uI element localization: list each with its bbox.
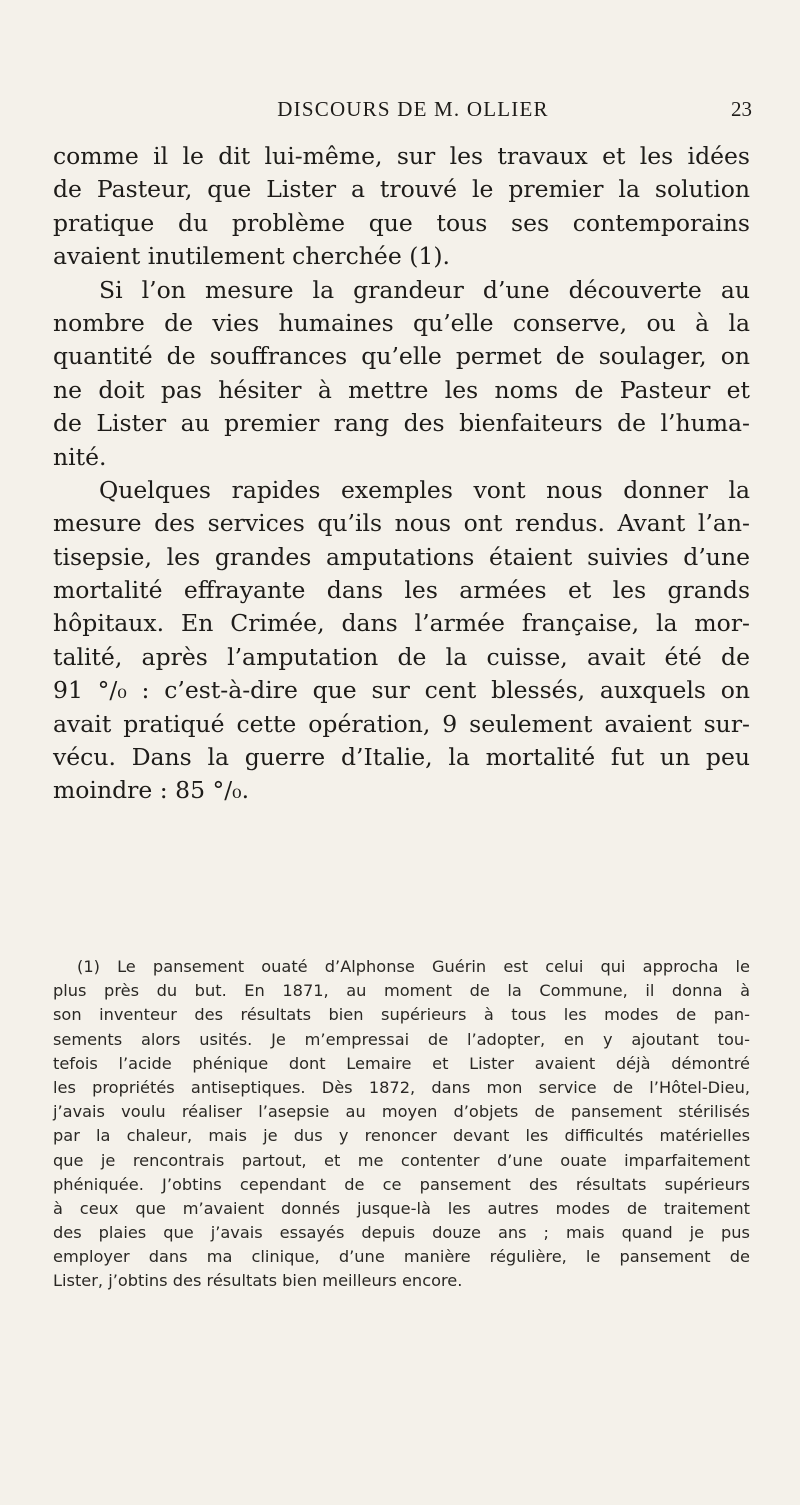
footnote-line: les propriétés antiseptiques. Dès 1872, dans mon service de l’Hôtel-Dieu, [53, 1077, 750, 1097]
footnote-line: phéniquée. J’obtins cependant de ce pansement des résultats supérieurs [53, 1174, 750, 1194]
footnote-line: (1) Le pansement ouaté d’Alphonse Guérin est celui qui approcha le [77, 957, 750, 976]
footnote-line: des plaies que j’avais essayés depuis douze ans ; mais quand je pus [53, 1223, 750, 1243]
footnote-line: que je rencontrais partout, et me contenter d’une ouate imparfaitement [53, 1150, 750, 1170]
text-line: talité, après l’amputation de la cuisse, avait été de [53, 642, 750, 671]
page-number: 23 [731, 97, 752, 121]
text-line: mesure des services qu’ils nous ont rendus. Avant l’an- [53, 509, 750, 538]
text-line: de Lister au premier rang des bienfaiteurs de l’huma- [53, 409, 750, 438]
text-line: quantité de souffrances qu’elle permet de soulager, on [53, 342, 750, 371]
text-line: pratique du problème que tous ses contemporains [53, 208, 750, 237]
text-line: vécu. Dans la guerre d’Italie, la mortalité fut un peu [53, 743, 750, 772]
text-line: comme il le dit lui-même, sur les travaux et les idées [53, 142, 750, 170]
text-line: 91 °/₀ : c’est-à-dire que sur cent blessés, auxquels on [53, 676, 750, 705]
text-line: Quelques rapides exemples vont nous donner la [99, 475, 750, 504]
main-text [53, 140, 750, 808]
footnote-line: Lister, j’obtins des résultats bien meilleurs encore. [53, 1271, 463, 1291]
text-line: mortalité effrayante dans les armées et les grands [53, 576, 750, 605]
text-line: moindre : 85 °/₀. [53, 776, 250, 805]
text-line: Si l’on mesure la grandeur d’une découverte au [99, 275, 750, 304]
footnote-line: j’avais voulu réaliser l’asepsie au moyen d’objets de pansement stérilisés [53, 1102, 750, 1122]
footnote [53, 955, 750, 1294]
text-line: tisepsie, les grandes amputations étaient suivies d’une [53, 542, 750, 571]
text-line: de Pasteur, que Lister a trouvé le premier la solution [53, 175, 750, 204]
running-head [52, 97, 752, 127]
footnote-line: tefois l’acide phénique dont Lemaire et Lister avaient déjà démontré [53, 1053, 750, 1073]
text-line: nombre de vies humaines qu’elle conserve, ou à la [53, 308, 750, 337]
text-line: ne doit pas hésiter à mettre les noms de Pasteur et [53, 375, 750, 404]
text-line: avaient inutilement cherchée (1). [53, 242, 450, 271]
footnote-line: employer dans ma clinique, d’une manière régulière, le pansement de [53, 1247, 750, 1267]
text-line: avait pratiqué cette opération, 9 seulement avaient sur- [53, 709, 750, 738]
footnote-line: son inventeur des résultats bien supérieurs à tous les modes de pan- [53, 1005, 750, 1025]
running-title: DISCOURS DE M. OLLIER [277, 97, 549, 121]
text-line: hôpitaux. En Crimée, dans l’armée française, la mor- [53, 609, 750, 638]
footnote-line: plus près du but. En 1871, au moment de la Commune, il donna à [53, 981, 750, 1001]
text-line: nité. [53, 442, 107, 471]
footnote-line: sements alors usités. Je m’empressai de l’adopter, en y ajoutant tou- [53, 1029, 750, 1049]
footnote-line: par la chaleur, mais je dus y renoncer devant les difficultés matérielles [53, 1126, 750, 1146]
footnote-line: à ceux que m’avaient donnés jusque-là les autres modes de traitement [53, 1198, 750, 1218]
